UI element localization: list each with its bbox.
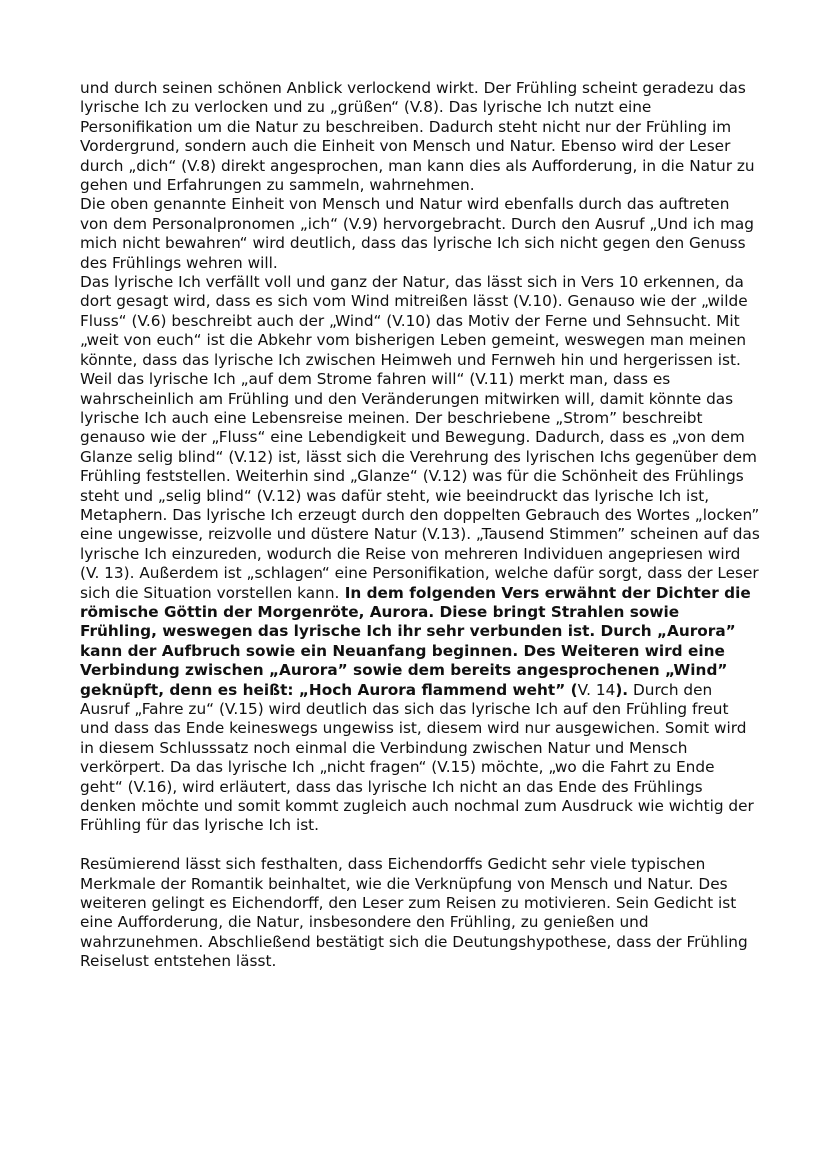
paragraph-1-text: und durch seinen schönen Anblick verlockend wirkt. Der Frühling scheint geradezu das lyrische Ich zu verlocken und zu „grüßen“ (V.8). Das lyrische Ich nutzt eine Personifikation um die Natur zu beschreiben. Dadurch steht nicht nur der Frühling im Vordergrund, sondern auch die Einheit von Mensch und Natur. Ebenso wird der Leser durch „dich“ (V.8) direkt angesprochen, man kann dies als Aufforderung, in die Natur zu gehen und Erfahrungen zu sammeln, wahrnehmen. — [80, 79, 755, 195]
paragraph-3-text: Das lyrische Ich verfällt voll und ganz der Natur, das lässt sich in Vers 10 erkennen, da dort gesagt wird, dass es sich vom Wind mitreißen lässt (V.10). Genauso wie der „wilde Fluss“ (V.6) beschreibt auch der „Wind“ (V.10) das Motiv der Ferne und Sehnsucht. Mit „weit von euch“ ist die Abkehr vom bisherigen Leben gemeint, weswegen man meinen könnte, dass das lyrische Ich zwischen Heimweh und Fernweh hin und hergerissen ist. Weil das lyrische Ich „auf dem Strome fahren will“ (V.11) merkt man, dass es wahrscheinlich am Frühling und den Veränderungen mitwirken will, damit könnte das lyrische Ich auch eine Lebensreise meinen. Der beschriebene „Strom” beschreibt genauso wie der „Fluss“ eine Lebendigkeit und Bewegung. Dadurch, dass es „von dem Glanze selig blind“ (V.12) ist, lässt sich die Verehrung des lyrischen Ichs gegenüber dem Frühling feststellen. Weiterhin sind „Glanze“ (V.12) was für die Schönheit des Frühlings steht und „selig blind“ (V.12) was dafür steht, wie beeindruckt das lyrische Ich ist, Metaphern. Das lyrische Ich erzeugt durch den doppelten Gebrauch des Wortes „locken” eine ungewisse, reizvolle und düstere Natur (V.13). „Tausend Stimmen” scheinen auf das lyrische Ich einzureden, wodurch die Reise von mehreren Individuen angepriesen wird (V. 13). Außerdem ist „schlagen“ eine Personifikation, welche dafür sorgt, dass der Leser sich die Situation vorstellen kann. — [80, 273, 760, 602]
paragraph-3-bold-close: ). — [615, 680, 629, 699]
paragraph-analysis — [80, 273, 760, 836]
paragraph-conclusion — [80, 855, 760, 971]
essay-text — [80, 79, 760, 972]
paragraph-3-bold-text: In dem folgenden Vers erwähnt der Dichter die römische Göttin der Morgenröte, Aurora. Diese bringt Strahlen sowie Frühling, weswegen das lyrische Ich ihr sehr verbunden ist. Durch „Aurora” kann der Aufbruch sowie ein Neuanfang beginnen. Des Weiteren wird eine Verbindung zwischen „Aurora” sowie dem bereits angesprochenen „Wind” geknüpft, denn es heißt: „Hoch Aurora flammend weht” ( — [80, 583, 751, 699]
paragraph-spring-greeting — [80, 79, 760, 195]
paragraph-4-text: Resümierend lässt sich festhalten, dass Eichendorffs Gedicht sehr viele typischen Merkmale der Romantik beinhaltet, wie die Verknüpfung von Mensch und Natur. Des weiteren gelingt es Eichendorff, den Leser zum Reisen zu motivieren. Sein Gedicht ist eine Aufforderung, die Natur, insbesondere den Frühling, zu genießen und wahrzunehmen. Abschließend bestätigt sich die Deutungshypothese, dass der Frühling Reiselust entstehen lässt. — [80, 855, 748, 971]
paragraph-2-text: Die oben genannte Einheit von Mensch und Natur wird ebenfalls durch das auftreten von dem Personalpronomen „ich“ (V.9) hervorgebracht. Durch den Ausruf „Und ich mag mich nicht bewahren“ wird deutlich, dass das lyrische Ich sich nicht gegen den Genuss des Frühlings wehren will. — [80, 195, 754, 272]
paragraph-3-continued-text: Durch den Ausruf „Fahre zu“ (V.15) wird deutlich das sich das lyrische Ich auf den Frühling freut und dass das Ende keineswegs ungewiss ist, diesem wird nur ausgewichen. Somit wird in diesem Schlusssatz noch einmal die Verbindung zwischen Natur und Mensch verkörpert. Da das lyrische Ich „nicht fragen“ (V.15) möchte, „wo die Fahrt zu Ende geht“ (V.16), wird erläutert, dass das lyrische Ich nicht an das Ende des Frühlings denken möchte und somit kommt zugleich auch nochmal zum Ausdruck wie wichtig der Frühling für das lyrische Ich ist. — [80, 680, 754, 835]
paragraph-unity-human-nature — [80, 195, 760, 273]
verse-reference: V. 14 — [577, 680, 616, 699]
